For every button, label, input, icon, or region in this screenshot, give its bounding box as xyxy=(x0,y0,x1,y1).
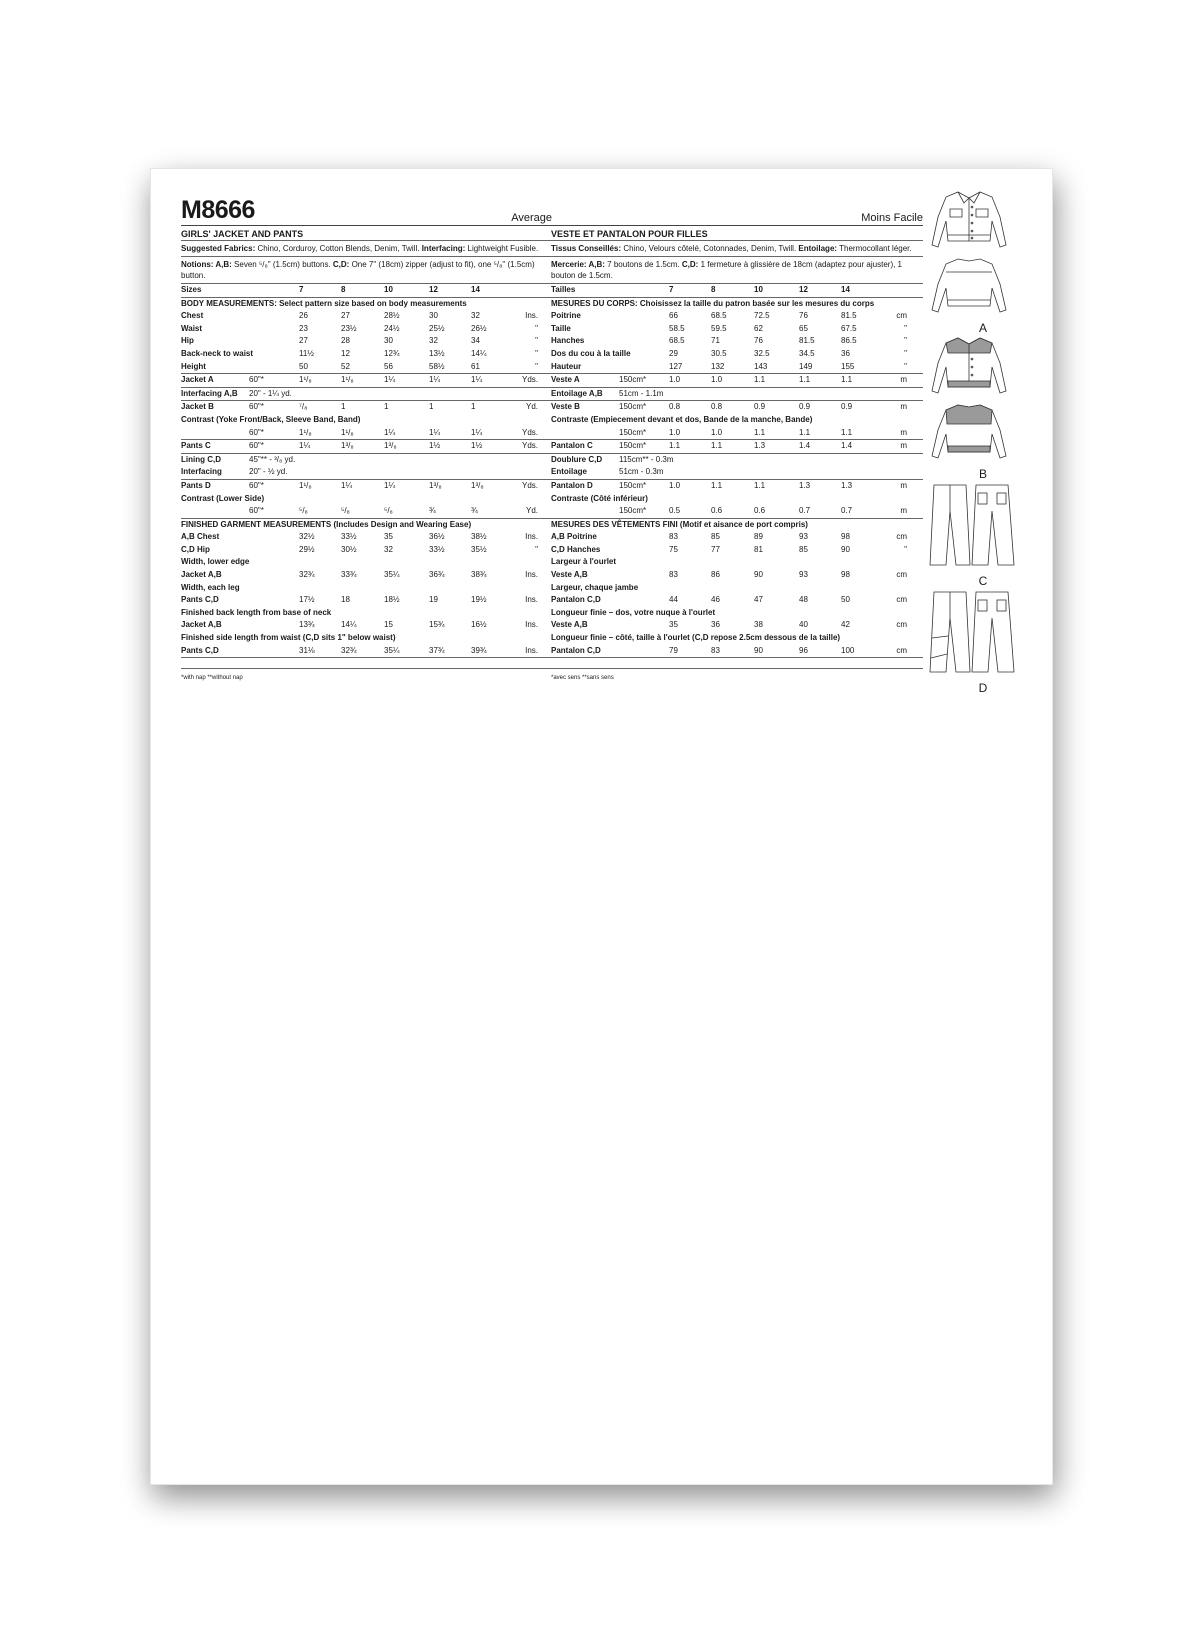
notions: Notions: A,B: Seven ⁵/₈" (1.5cm) buttons. C,D: One 7" (18cm) zipper (adjust to fit), one ⁵/₈" (1.5cm) button. xyxy=(181,257,552,284)
view-d-label: D xyxy=(978,681,988,695)
view-c-illustration xyxy=(928,481,1038,588)
sizes-row: Sizes 7 8 10 12 14 xyxy=(181,284,552,298)
yardage-row: Contrast (Yoke Front/Back, Sleeve Band, Band) xyxy=(181,414,361,424)
jacket-back-icon xyxy=(928,256,1010,316)
yardage-row: Veste A 150cm* 1.0 1.0 1.1 1.1 1.1 m xyxy=(551,374,923,388)
pattern-title: GIRLS' JACKET AND PANTS xyxy=(181,226,552,241)
french-column xyxy=(551,199,923,681)
finished-measurement-row: Jacket A,B 13¾ 14¼ 15 15¾ 16½ Ins. xyxy=(181,620,538,630)
finished-subheading: Largeur à l'ourlet xyxy=(551,557,617,567)
yardage-row: Interfacing A,B 20" - 1¼ yd. xyxy=(181,388,552,402)
body-measurement-row: Hip 27 28 30 32 34 " xyxy=(181,336,538,346)
finished-subheading: Width, each leg xyxy=(181,582,240,592)
yardage-table-fr xyxy=(551,374,923,519)
finished-subheading: Longueur finie – dos, votre nuque à l'ourlet xyxy=(551,607,716,617)
difficulty-level-fr: Moins Facile xyxy=(861,212,923,224)
finished-measurements-title-fr: MESURES DES VÊTEMENTS FINI (Motif et aisance de port compris) xyxy=(551,519,808,529)
body-measurement-row: Taille 58.5 59.5 62 65 67.5 " xyxy=(551,323,907,333)
finished-measurement-row: C,D Hanches 75 77 81 85 90 " xyxy=(551,544,907,554)
sizes-row-fr: Tailles 7 8 10 12 14 xyxy=(551,284,923,298)
finished-subheading: Longueur finie – côté, taille à l'ourlet (C,D repose 2.5cm dessous de la taille) xyxy=(551,633,841,643)
notions-fr: Mercerie: A,B: 7 boutons de 1.5cm. C,D: 1 fermeture à glissière de 18cm (adaptez pour ajuster), 1 bouton de 1.5cm. xyxy=(551,257,923,284)
yardage-row: Interfacing 20" - ½ yd. xyxy=(181,466,552,480)
finished-measurement-row: Pantalon C,D 79 83 90 96 100 cm xyxy=(551,645,923,659)
finished-subheading: Finished back length from base of neck xyxy=(181,607,332,617)
body-measurements-fr xyxy=(551,310,923,374)
yardage-row: Pantalon C 150cm* 1.1 1.1 1.3 1.4 1.4 m xyxy=(551,440,923,454)
pattern-title-fr: VESTE ET PANTALON POUR FILLES xyxy=(551,226,923,241)
view-b-label: B xyxy=(978,467,987,481)
pattern-sheet xyxy=(151,169,1052,1484)
finished-subheading: Width, lower edge xyxy=(181,557,250,567)
body-measurements-title: BODY MEASUREMENTS: Select pattern size based on body measurements xyxy=(181,298,467,308)
header-fr xyxy=(551,199,923,226)
yardage-row: Contraste (Empiecement devant et dos, Bande de la manche, Bande) xyxy=(551,414,813,424)
difficulty-level: Average xyxy=(511,212,552,224)
yardage-row: Pantalon D 150cm* 1.0 1.1 1.1 1.3 1.3 m xyxy=(551,480,907,490)
footnote: *with nap **without nap xyxy=(181,668,552,681)
finished-measurement-row: Pants C,D 17½ 18 18½ 19 19½ Ins. xyxy=(181,595,538,605)
yardage-row: Doublure C,D 115cm** - 0.3m xyxy=(551,454,674,464)
body-measurement-row: Waist 23 23½ 24½ 25½ 26½ " xyxy=(181,323,538,333)
view-c-label: C xyxy=(978,574,988,588)
yardage-row: Contraste (Côté inférieur) xyxy=(551,493,648,503)
finished-subheading: Finished side length from waist (C,D sits 1" below waist) xyxy=(181,633,396,643)
view-b-illustration xyxy=(928,335,1038,481)
finished-measurement-row: Pants C,D 31⅛ 32¾ 35¼ 37¾ 39¾ Ins. xyxy=(181,645,552,659)
yardage-table xyxy=(181,374,552,519)
body-measurements-title-fr: MESURES DU CORPS: Choisissez la taille du patron basée sur les mesures du corps xyxy=(551,298,875,308)
pants-d-icon xyxy=(928,588,1018,676)
yardage-row: Entoilage 51cm - 0.3m xyxy=(551,466,923,480)
finished-measurements-title: FINISHED GARMENT MEASUREMENTS (Includes Design and Wearing Ease) xyxy=(181,519,472,529)
finished-measurement-row: Veste A,B 83 86 90 93 98 cm xyxy=(551,570,907,580)
yardage-row: Entoilage A,B 51cm - 1.1m xyxy=(551,388,923,402)
contrast-jacket-front-icon xyxy=(928,335,1010,397)
suggested-fabrics-fr: Tissus Conseillés: Chino, Velours côtelé, Cotonnades, Denim, Twill. Entoilage: Thermocollant léger. xyxy=(551,241,923,257)
yardage-row: 60"* 1¹/₈ 1¹/₈ 1¼ 1¼ 1¼ Yds. xyxy=(181,427,552,441)
pants-c-icon xyxy=(928,481,1018,569)
suggested-fabrics: Suggested Fabrics: Chino, Corduroy, Cotton Blends, Denim, Twill. Interfacing: Lightweight Fusible. xyxy=(181,241,552,257)
english-column xyxy=(181,196,552,682)
footnote-fr: *avec sens **sans sens xyxy=(551,668,923,681)
yardage-row: Jacket B 60"* ⁷/₈ 1 1 1 1 Yd. xyxy=(181,402,538,412)
yardage-row: 60"* ⁵/₈ ⁵/₈ ⁵/₈ ¾ ¾ Yd. xyxy=(181,505,552,519)
jacket-front-icon xyxy=(928,189,1010,251)
contrast-jacket-back-icon xyxy=(928,402,1010,462)
header xyxy=(181,196,552,226)
body-measurements xyxy=(181,310,552,374)
pattern-number: M8666 xyxy=(181,196,255,224)
body-measurement-row: Dos du cou à la taille 29 30.5 32.5 34.5 36 " xyxy=(551,348,907,358)
view-a-illustration xyxy=(928,189,1038,335)
yardage-row: Pants D 60"* 1¹/₈ 1¼ 1¼ 1³/₈ 1³/₈ Yds. xyxy=(181,480,538,490)
body-measurement-row: Hauteur 127 132 143 149 155 " xyxy=(551,361,923,375)
finished-measurement-row: C,D Hip 29½ 30½ 32 33½ 35½ " xyxy=(181,544,538,554)
body-measurement-row: Poitrine 66 68.5 72.5 76 81.5 cm xyxy=(551,311,907,321)
body-measurement-row: Back-neck to waist 11½ 12 12¾ 13½ 14¼ " xyxy=(181,348,538,358)
yardage-row: Lining C,D 45"** - ³/₈ yd. xyxy=(181,454,296,464)
body-measurement-row: Chest 26 27 28½ 30 32 Ins. xyxy=(181,311,538,321)
yardage-row: Veste B 150cm* 0.8 0.8 0.9 0.9 0.9 m xyxy=(551,402,907,412)
yardage-row: Jacket A 60"* 1¹/₈ 1¹/₈ 1¼ 1¼ 1¼ Yds. xyxy=(181,374,552,388)
finished-measurement-row: A,B Poitrine 83 85 89 93 98 cm xyxy=(551,532,907,542)
body-measurement-row: Height 50 52 56 58½ 61 " xyxy=(181,361,552,375)
finished-measurement-row: Veste A,B 35 36 38 40 42 cm xyxy=(551,620,907,630)
view-a-label: A xyxy=(978,321,987,335)
yardage-row: 150cm* 1.0 1.0 1.1 1.1 1.1 m xyxy=(551,427,923,441)
finished-measurement-row: A,B Chest 32½ 33½ 35 36½ 38½ Ins. xyxy=(181,532,538,542)
yardage-row: Pants C 60"* 1¼ 1³/₈ 1³/₈ 1½ 1½ Yds. xyxy=(181,440,552,454)
finished-measurement-row: Pantalon C,D 44 46 47 48 50 cm xyxy=(551,595,907,605)
view-illustrations xyxy=(928,189,1038,695)
finished-measurements-fr xyxy=(551,531,923,658)
yardage-row: 150cm* 0.5 0.6 0.6 0.7 0.7 m xyxy=(551,505,923,519)
yardage-row: Contrast (Lower Side) xyxy=(181,493,265,503)
finished-measurements xyxy=(181,531,552,658)
body-measurement-row: Hanches 68.5 71 76 81.5 86.5 " xyxy=(551,336,907,346)
view-d-illustration xyxy=(928,588,1038,695)
finished-measurement-row: Jacket A,B 32¾ 33¾ 35¼ 36¾ 38¾ Ins. xyxy=(181,570,538,580)
finished-subheading: Largeur, chaque jambe xyxy=(551,582,639,592)
